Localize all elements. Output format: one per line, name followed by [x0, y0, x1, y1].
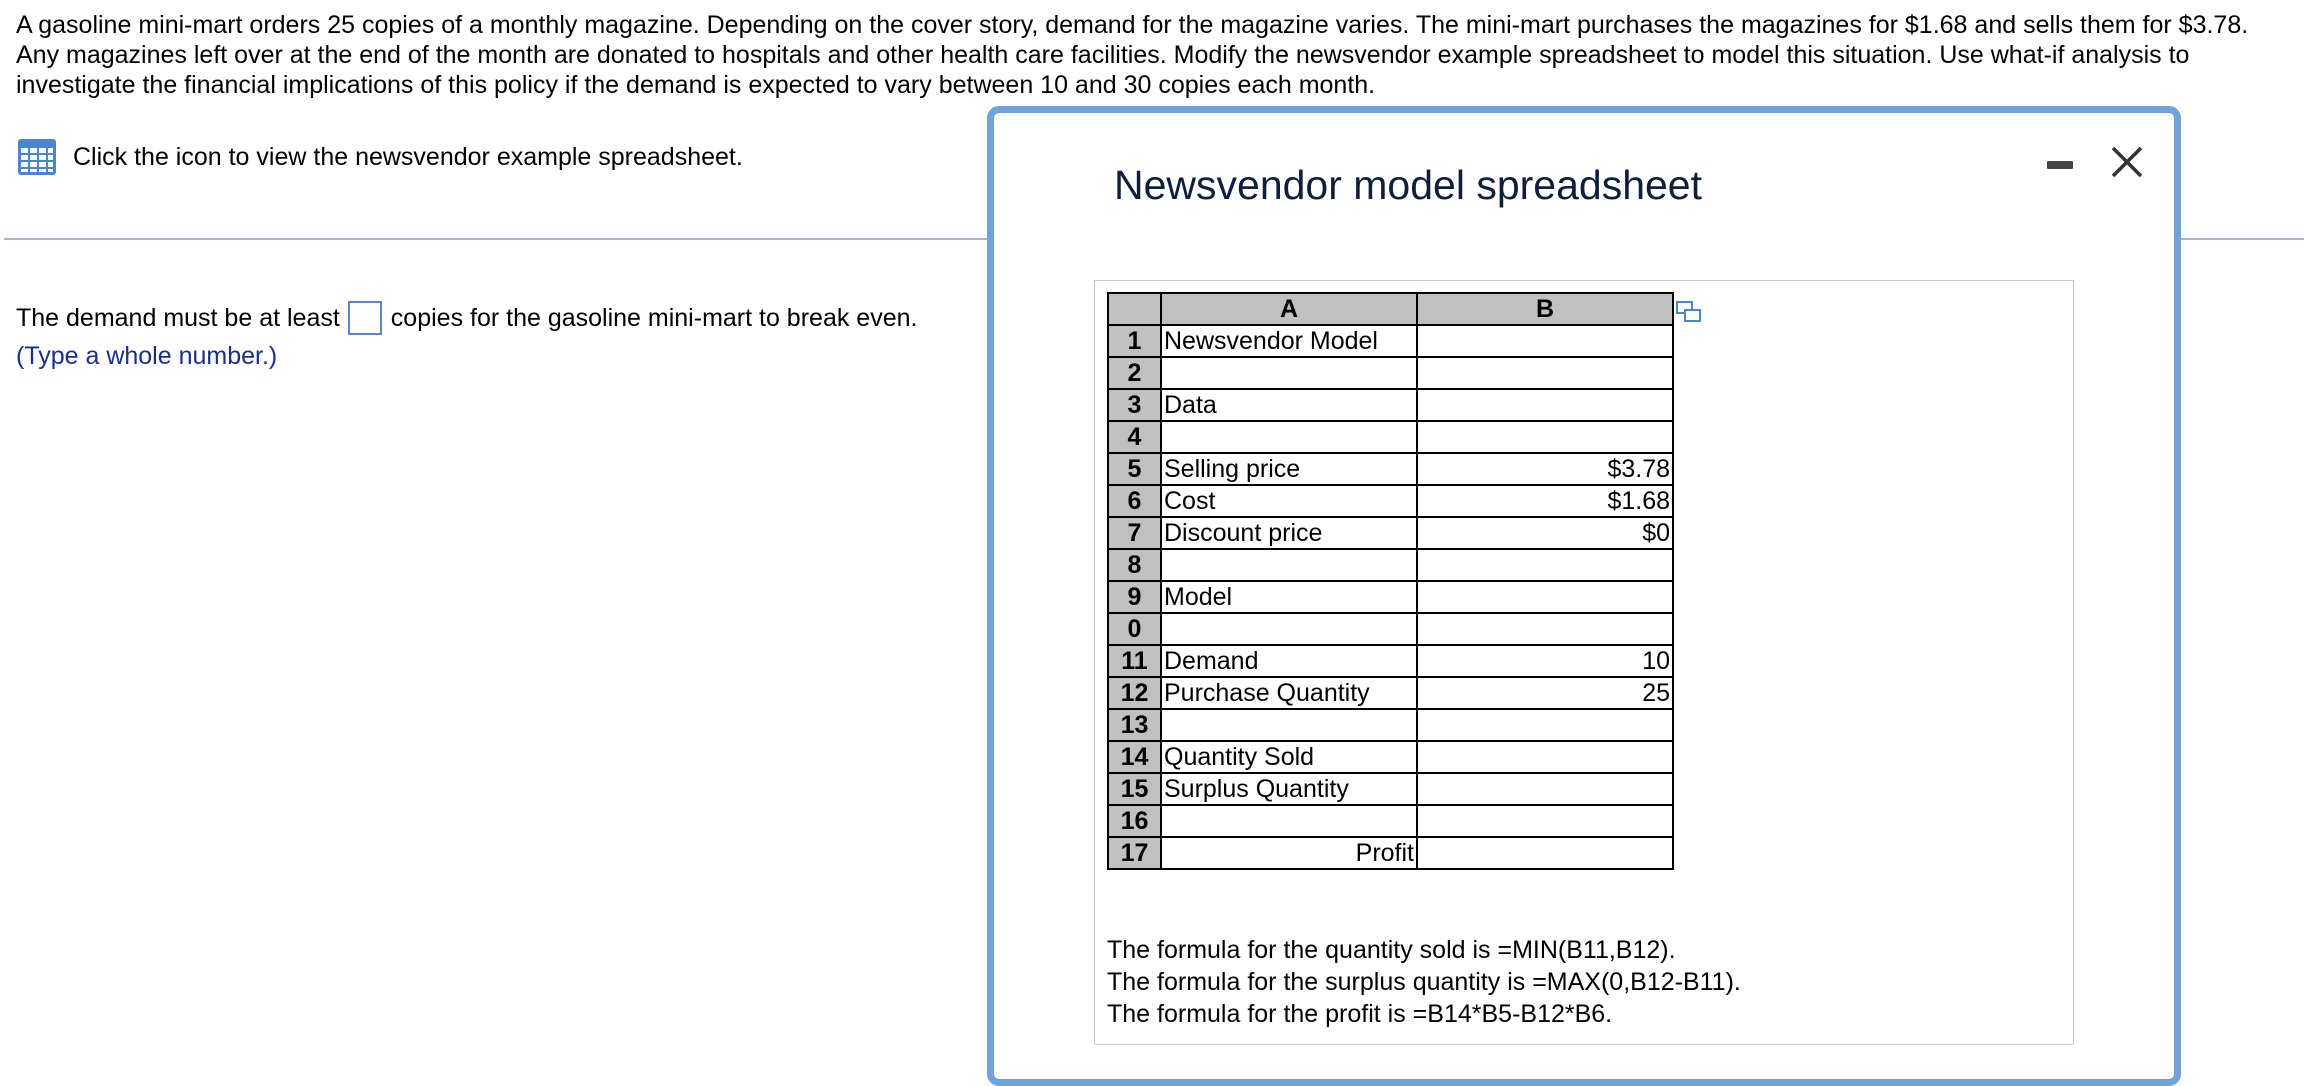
- newsvendor-table: [1107, 292, 1674, 870]
- cell-b: [1417, 741, 1673, 773]
- cell-b: [1417, 709, 1673, 741]
- cell-b: $0: [1417, 517, 1673, 549]
- cell-b: 10: [1417, 645, 1673, 677]
- spreadsheet-icon[interactable]: [18, 139, 56, 175]
- minimize-button[interactable]: [2045, 151, 2075, 181]
- row-number: 9: [1108, 581, 1161, 613]
- question-row: [16, 298, 917, 338]
- table-row: [1108, 677, 1673, 709]
- cell-b: $3.78: [1417, 453, 1673, 485]
- table-row: [1108, 773, 1673, 805]
- cell-a: Purchase Quantity: [1161, 677, 1417, 709]
- view-spreadsheet-row: [18, 138, 743, 176]
- cell-b: [1417, 421, 1673, 453]
- table-row: [1108, 325, 1673, 357]
- table-row: [1108, 805, 1673, 837]
- cell-a: [1161, 357, 1417, 389]
- table-row: [1108, 453, 1673, 485]
- cell-b: [1417, 325, 1673, 357]
- formula-quantity-sold: The formula for the quantity sold is =MIN(B11,B12).: [1107, 936, 1676, 964]
- question-text-before: The demand must be at least: [16, 303, 340, 332]
- formula-profit: The formula for the profit is =B14*B5-B12*B6.: [1107, 1000, 1613, 1028]
- cell-b: 25: [1417, 677, 1673, 709]
- close-icon[interactable]: [2108, 143, 2146, 181]
- row-number: 1: [1108, 325, 1161, 357]
- cell-a: Data: [1161, 389, 1417, 421]
- table-row: [1108, 613, 1673, 645]
- column-header-a: A: [1161, 293, 1417, 325]
- problem-statement: A gasoline mini-mart orders 25 copies of a monthly magazine. Depending on the cover story, demand for the magazine varies. The mini-mart purchases the magazines for $1.68 and sells them for $3.78. Any magazines left over at the end of the month are donated to hospitals and other health care facilities. Modify the newsvendor example spreadsheet to model this situation. Use what-if analysis to investigate the financial implications of this policy if the demand is expected to vary between 10 and 30 copies each month.: [16, 11, 2249, 99]
- formula-surplus-quantity: The formula for the surplus quantity is =MAX(0,B12-B11).: [1107, 968, 1741, 996]
- column-header-b: B: [1417, 293, 1673, 325]
- cell-b: [1417, 805, 1673, 837]
- cell-a: [1161, 805, 1417, 837]
- table-row: [1108, 581, 1673, 613]
- row-number: 6: [1108, 485, 1161, 517]
- row-number: 8: [1108, 549, 1161, 581]
- answer-hint: (Type a whole number.): [16, 342, 278, 370]
- row-number: 17: [1108, 837, 1161, 869]
- row-number: 11: [1108, 645, 1161, 677]
- cell-b: [1417, 549, 1673, 581]
- cell-b: [1417, 613, 1673, 645]
- cell-a: [1161, 613, 1417, 645]
- cell-a: [1161, 709, 1417, 741]
- break-even-demand-input[interactable]: [348, 301, 382, 335]
- table-row: [1108, 837, 1673, 869]
- cell-b: [1417, 837, 1673, 869]
- row-number: 4: [1108, 421, 1161, 453]
- table-row: [1108, 421, 1673, 453]
- cell-a: Surplus Quantity: [1161, 773, 1417, 805]
- view-spreadsheet-link[interactable]: Click the icon to view the newsvendor example spreadsheet.: [73, 142, 743, 171]
- table-row: [1108, 709, 1673, 741]
- header-row: [1108, 293, 1673, 325]
- row-number: 16: [1108, 805, 1161, 837]
- row-number: 12: [1108, 677, 1161, 709]
- cell-a: [1161, 421, 1417, 453]
- row-number: 5: [1108, 453, 1161, 485]
- cell-a: Model: [1161, 581, 1417, 613]
- cell-b: [1417, 389, 1673, 421]
- cell-b: [1417, 773, 1673, 805]
- row-number: 0: [1108, 613, 1161, 645]
- row-number: 2: [1108, 357, 1161, 389]
- row-number: 3: [1108, 389, 1161, 421]
- cell-a: Demand: [1161, 645, 1417, 677]
- table-row: [1108, 549, 1673, 581]
- question-text-after: copies for the gasoline mini-mart to break even.: [390, 303, 918, 332]
- cell-b: [1417, 581, 1673, 613]
- cell-a: Selling price: [1161, 453, 1417, 485]
- row-number: 7: [1108, 517, 1161, 549]
- cell-a: Discount price: [1161, 517, 1417, 549]
- row-number: 15: [1108, 773, 1161, 805]
- table-row: [1108, 485, 1673, 517]
- table-row: [1108, 645, 1673, 677]
- cell-a: Newsvendor Model: [1161, 325, 1417, 357]
- cell-b: [1417, 357, 1673, 389]
- table-row: [1108, 517, 1673, 549]
- cell-a: Cost: [1161, 485, 1417, 517]
- row-number: 14: [1108, 741, 1161, 773]
- table-row: [1108, 357, 1673, 389]
- formula-notes: [1107, 934, 1741, 1030]
- corner-cell: [1108, 293, 1161, 325]
- row-number: 13: [1108, 709, 1161, 741]
- cell-a: Quantity Sold: [1161, 741, 1417, 773]
- cell-a: [1161, 549, 1417, 581]
- cell-a: Profit: [1161, 837, 1417, 869]
- dialog-title: Newsvendor model spreadsheet: [1114, 162, 1702, 208]
- cell-b: $1.68: [1417, 485, 1673, 517]
- copy-icon[interactable]: [1676, 301, 1702, 323]
- table-row: [1108, 389, 1673, 421]
- table-row: [1108, 741, 1673, 773]
